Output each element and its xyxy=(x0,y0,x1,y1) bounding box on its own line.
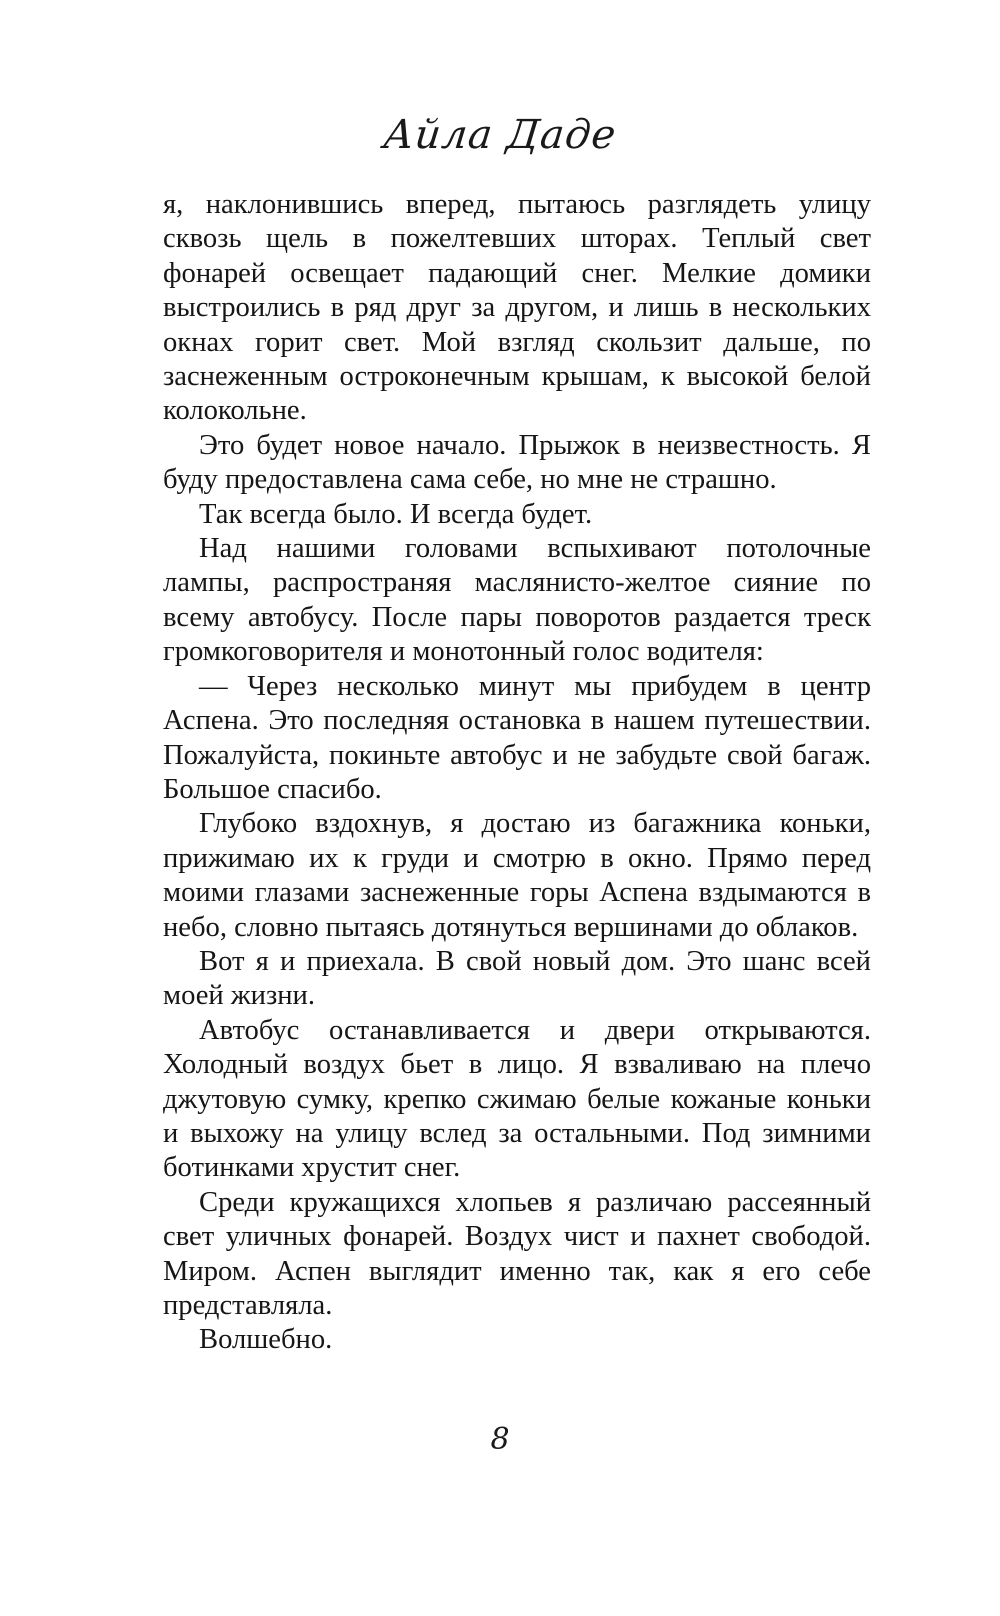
paragraph: Волшебно. xyxy=(199,1324,333,1356)
paragraph: Это будет новое начало. Прыжок в неизвестность. Я буду предоставлена сама себе, но мне не страшно. xyxy=(163,429,871,496)
paragraph: Так всегда было. И всегда будет. xyxy=(199,498,593,530)
dialogue-paragraph: — Через несколько минут мы прибудем в центр Аспена. Это последняя остановка в нашем путешествии. Пожалуйста, покиньте автобус и не забудьте свой багаж. Большое спасибо. xyxy=(163,670,871,805)
paragraph: Глубоко вздохнув, я достаю из багажника коньки, прижимаю их к груди и смотрю в окно. Прямо перед моими глазами заснеженные горы Аспена вздымаются в небо, словно пытаясь дотянуться вершинами до облаков. xyxy=(163,808,871,943)
page-number: 8 xyxy=(490,1422,510,1457)
paragraph: Над нашими головами вспыхивают потолочные лампы, распространяя маслянисто-желтое сияние по всему автобусу. После пары поворотов раздается треск громкоговорителя и монотонный голос водителя: xyxy=(163,533,871,668)
paragraph: Вот я и приехала. В свой новый дом. Это шанс всей моей жизни. xyxy=(163,945,871,1012)
paragraph: Среди кружащихся хлопьев я различаю рассеянный свет уличных фонарей. Воздух чист и пахнет свободой. Миром. Аспен выглядит именно так, как я его себе представляла. xyxy=(163,1186,871,1321)
body-text xyxy=(163,188,871,1358)
running-header-author: Айла Даде xyxy=(381,112,619,158)
paragraph: я, наклонившись вперед, пытаюсь разглядеть улицу сквозь щель в пожелтевших шторах. Теплый свет фонарей освещает падающий снег. Мелкие домики выстроились в ряд друг за другом, и лишь в нескольких окнах горит свет. Мой взгляд скользит дальше, по заснеженным остроконечным крышам, к высокой белой колокольне. xyxy=(163,189,871,427)
paragraph: Автобус останавливается и двери открываются. Холодный воздух бьет в лицо. Я взваливаю на плечо джутовую сумку, крепко сжимаю белые кожаные коньки и выхожу на улицу вслед за остальными. Под зимними ботинками хрустит снег. xyxy=(163,1014,871,1184)
